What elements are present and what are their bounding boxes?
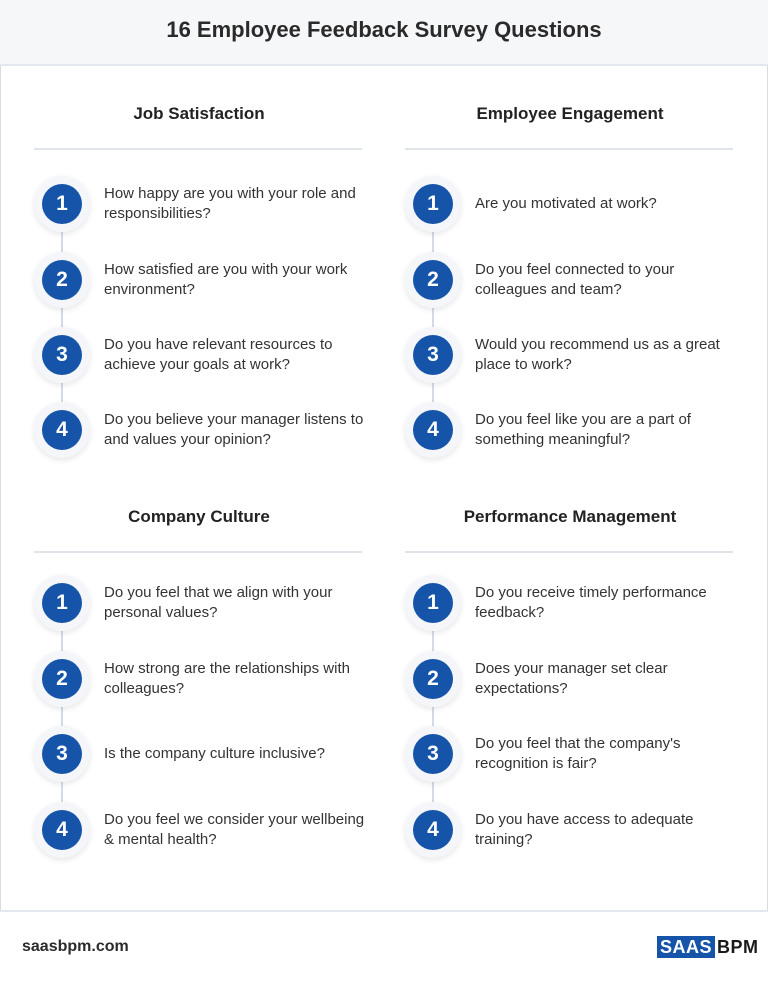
question-text: Do you feel we consider your wellbeing & mental health? [104, 811, 365, 848]
section-title: Performance Management [463, 507, 677, 526]
question-list [34, 507, 364, 857]
number-badge [405, 651, 461, 707]
question-text: Do you have access to adequate training? [475, 811, 694, 848]
question-item [34, 176, 364, 232]
question-list [405, 104, 735, 454]
question-item [34, 726, 364, 782]
question-item [34, 402, 364, 458]
number-badge [405, 327, 461, 383]
timeline-connector [61, 603, 63, 831]
timeline-connector [432, 603, 434, 831]
question-text: Are you motivated at work? [475, 195, 657, 212]
number-badge [405, 402, 461, 458]
number-badge [405, 575, 461, 631]
number-badge-value: 4 [42, 410, 82, 450]
question-item [405, 726, 735, 782]
number-badge-value: 1 [42, 583, 82, 623]
number-badge [34, 327, 90, 383]
question-item [34, 327, 364, 383]
question-text: Do you feel that the company's recognition is fair? [475, 735, 681, 772]
number-badge [405, 726, 461, 782]
page-title: 16 Employee Feedback Survey Questions [166, 17, 602, 42]
question-text: Do you receive timely performance feedback? [475, 584, 707, 621]
number-badge [405, 252, 461, 308]
question-text: Is the company culture inclusive? [104, 745, 325, 762]
section-job-satisfaction [34, 104, 364, 454]
brand-logo [657, 936, 759, 958]
question-text: Do you feel connected to your colleagues and team? [475, 261, 675, 298]
question-text: Does your manager set clear expectations? [475, 660, 668, 697]
footer-url: saasbpm.com [22, 938, 129, 955]
question-text: Would you recommend us as a great place to work? [475, 336, 720, 373]
number-badge [34, 726, 90, 782]
question-item [34, 802, 364, 858]
question-item [405, 651, 735, 707]
question-text: Do you feel like you are a part of something meaningful? [475, 411, 691, 448]
page-footer [0, 910, 768, 989]
number-badge-value: 4 [42, 810, 82, 850]
number-badge-value: 4 [413, 410, 453, 450]
question-item [405, 176, 735, 232]
section-performance-management [405, 507, 735, 857]
section-company-culture [34, 507, 364, 857]
number-badge-value: 1 [413, 583, 453, 623]
number-badge-value: 2 [413, 260, 453, 300]
question-item [405, 252, 735, 308]
number-badge-value: 2 [413, 659, 453, 699]
question-list [34, 104, 364, 454]
question-list [405, 507, 735, 857]
question-text: How satisfied are you with your work environment? [104, 261, 348, 298]
number-badge-value: 3 [413, 734, 453, 774]
number-badge [34, 252, 90, 308]
page-header [0, 0, 768, 66]
question-item [405, 802, 735, 858]
question-item [34, 651, 364, 707]
question-text: Do you have relevant resources to achieve your goals at work? [104, 336, 333, 373]
brand-logo-saas: SAAS [657, 936, 715, 958]
question-item [405, 327, 735, 383]
section-employee-engagement [405, 104, 735, 454]
number-badge-value: 3 [413, 335, 453, 375]
question-text: How strong are the relationships with colleagues? [104, 660, 350, 697]
number-badge-value: 2 [42, 659, 82, 699]
number-badge [34, 802, 90, 858]
section-title: Company Culture [128, 507, 270, 526]
timeline-connector [432, 200, 434, 428]
number-badge [405, 176, 461, 232]
question-text: Do you believe your manager listens to and values your opinion? [104, 411, 364, 448]
question-text: Do you feel that we align with your personal values? [104, 584, 333, 621]
question-item [405, 575, 735, 631]
number-badge-value: 1 [42, 184, 82, 224]
section-title: Employee Engagement [476, 104, 664, 123]
number-badge [34, 176, 90, 232]
number-badge [34, 651, 90, 707]
question-item [405, 402, 735, 458]
number-badge-value: 4 [413, 810, 453, 850]
number-badge-value: 1 [413, 184, 453, 224]
number-badge-value: 3 [42, 335, 82, 375]
number-badge-value: 3 [42, 734, 82, 774]
question-item [34, 252, 364, 308]
brand-logo-bpm: BPM [717, 937, 759, 957]
number-badge [405, 802, 461, 858]
question-text: How happy are you with your role and responsibilities? [104, 185, 356, 222]
question-item [34, 575, 364, 631]
number-badge [34, 402, 90, 458]
number-badge-value: 2 [42, 260, 82, 300]
number-badge [34, 575, 90, 631]
timeline-connector [61, 200, 63, 428]
section-title: Job Satisfaction [133, 104, 265, 123]
